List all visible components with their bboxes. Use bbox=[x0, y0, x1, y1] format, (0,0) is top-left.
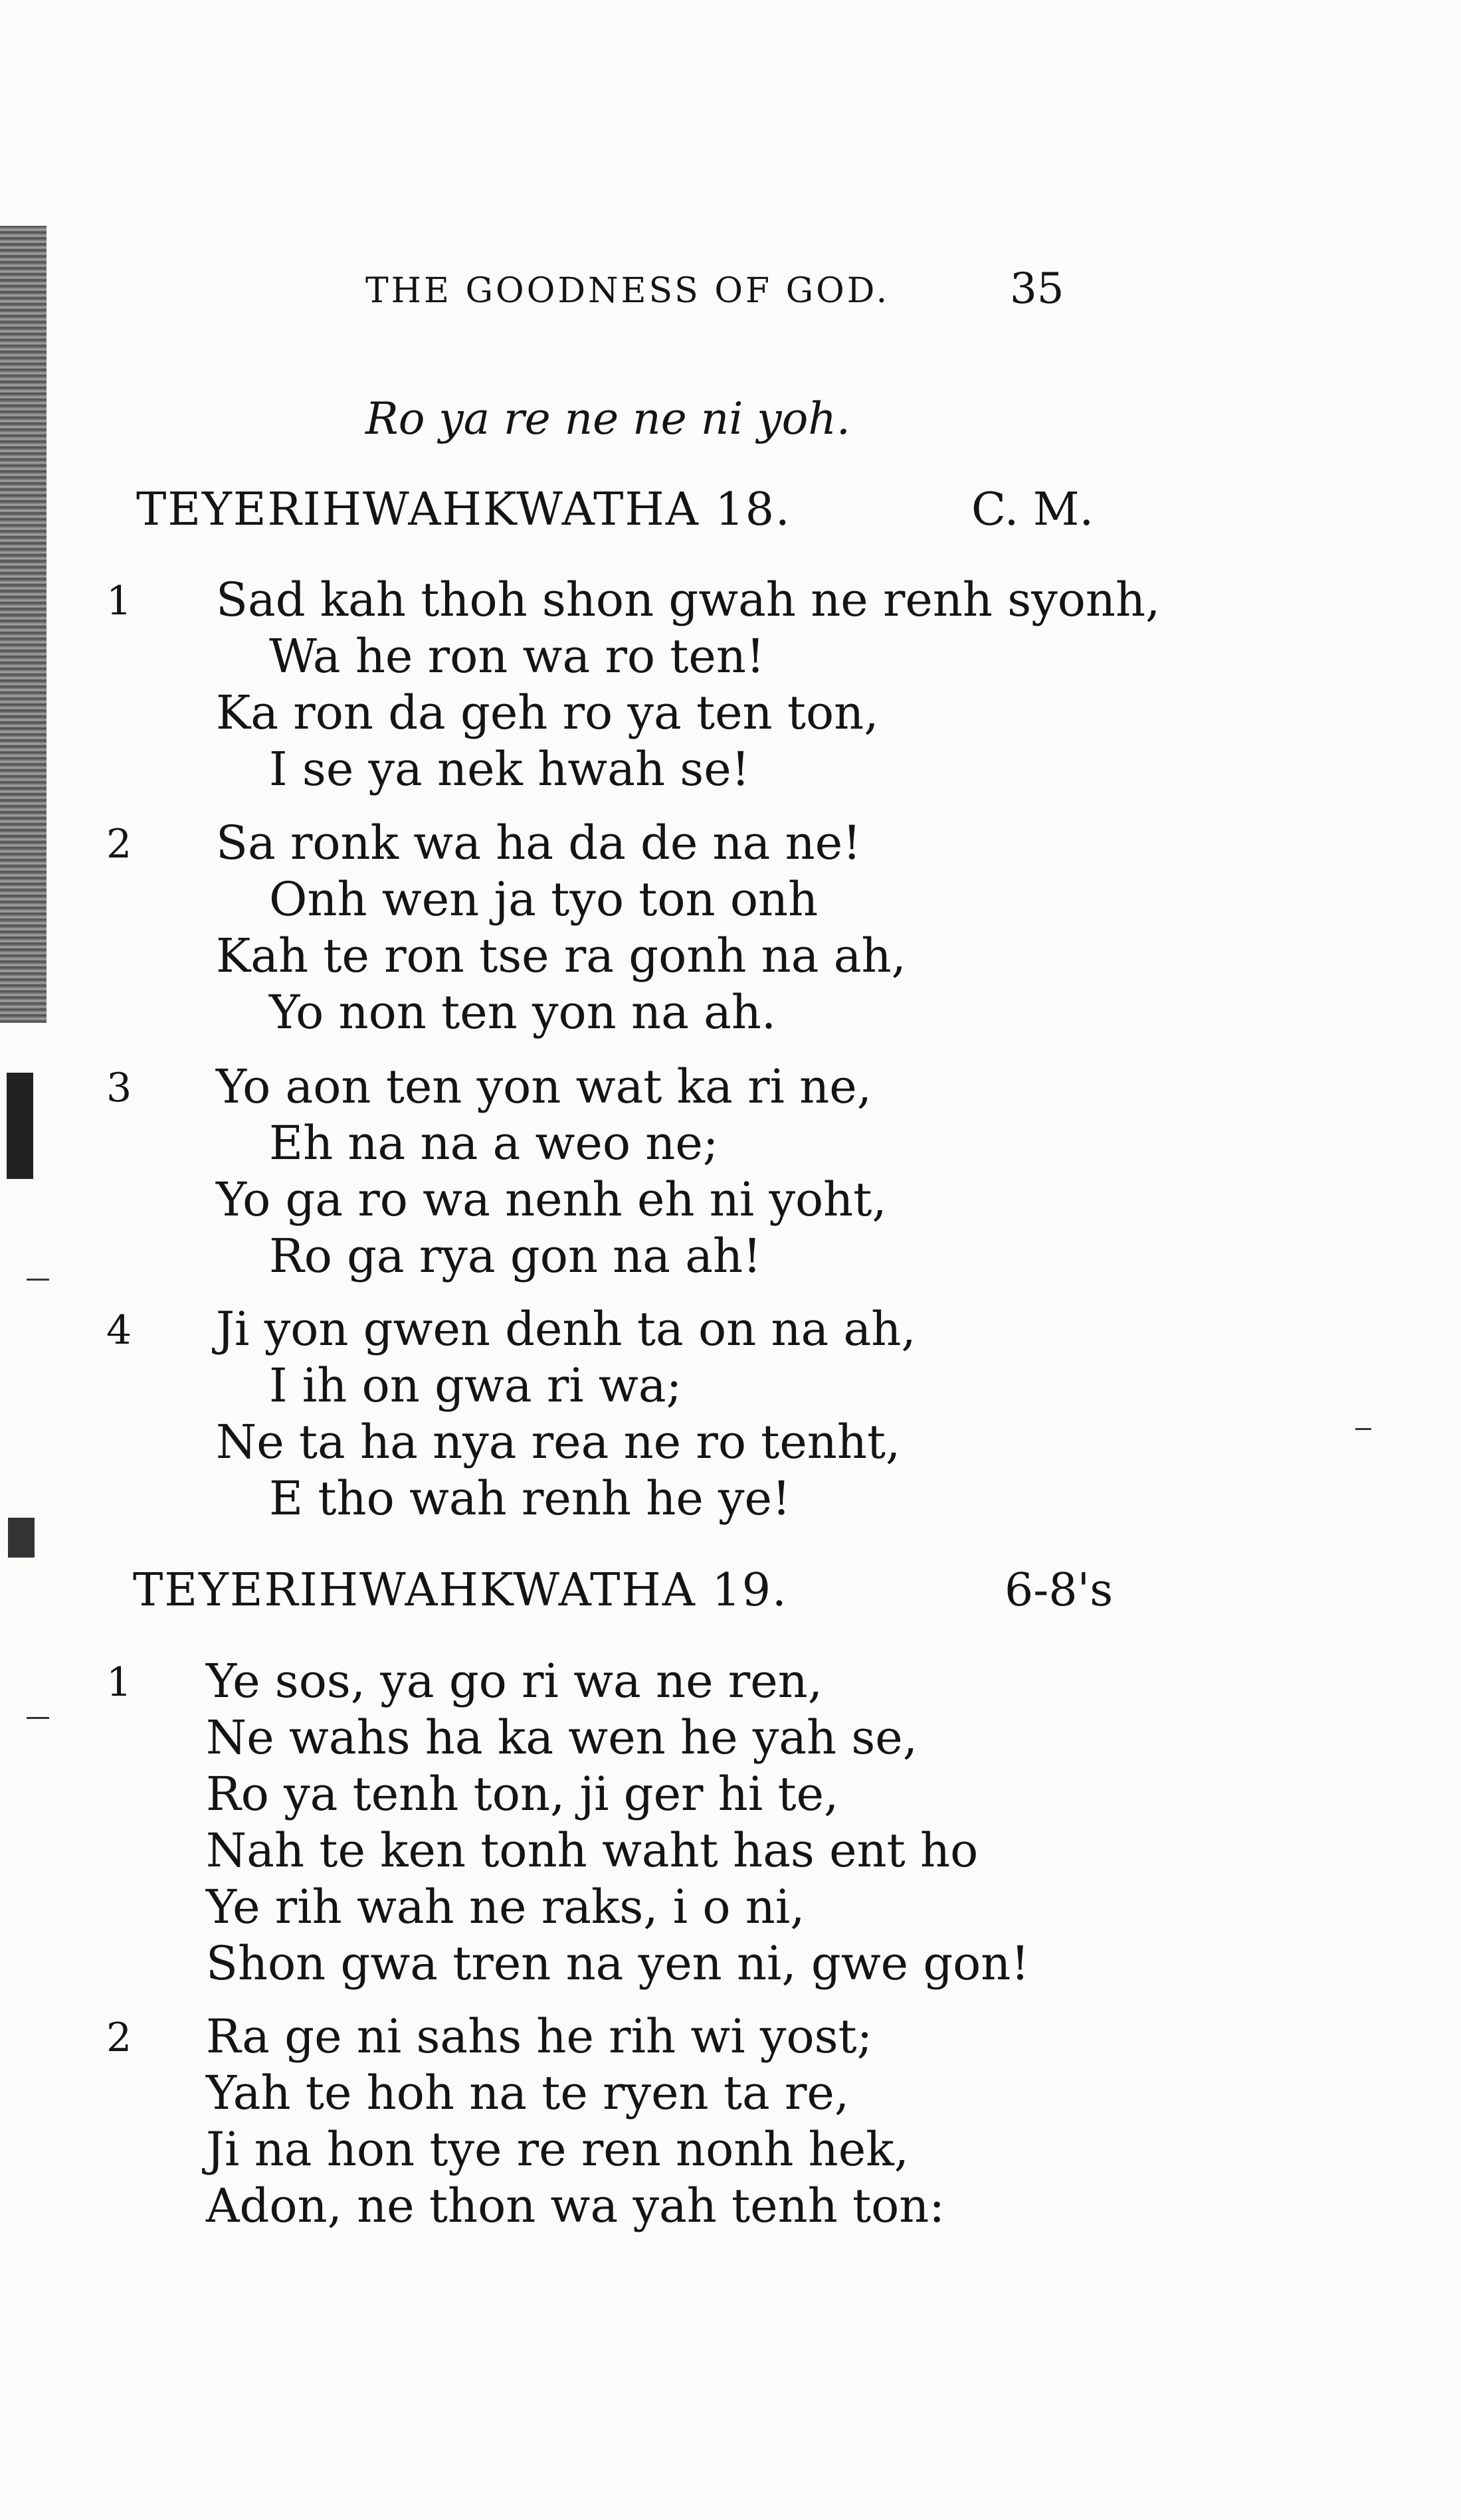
verse-line: Nah te ken tonh waht has ent ho bbox=[206, 1823, 979, 1878]
verse-line: I ih on gwa ri wa; bbox=[269, 1358, 682, 1413]
tune-name: Ro ya re ne ne ni yoh. bbox=[365, 393, 850, 444]
stanza-number: 1 bbox=[106, 578, 132, 624]
hymn-title: TEYERIHWAHKWATHA 18. bbox=[136, 484, 791, 536]
verse-line: Ro ya tenh ton, ji ger hi te, bbox=[206, 1767, 839, 1821]
verse-line: Adon, ne thon wa yah tenh ton: bbox=[206, 2179, 945, 2233]
binding-shadow-bottom bbox=[8, 1518, 35, 1558]
verse-line: Ne wahs ha ka wen he yah se, bbox=[206, 1710, 918, 1765]
verse-line: I se ya nek hwah se! bbox=[269, 742, 750, 796]
margin-mark bbox=[27, 1717, 49, 1719]
hymn-meter: 6-8's bbox=[1005, 1564, 1114, 1617]
verse-line: Eh na na a weo ne; bbox=[269, 1116, 719, 1170]
margin-mark bbox=[1355, 1428, 1371, 1430]
verse-line: Wa he ron wa ro ten! bbox=[269, 629, 765, 683]
verse-line: Yah te hoh na te ryen ta re, bbox=[206, 2066, 850, 2120]
stanza-number: 2 bbox=[106, 821, 132, 867]
binding-shadow-lower bbox=[7, 1073, 33, 1179]
stanza-number: 2 bbox=[106, 2015, 132, 2061]
verse-line: Onh wen ja tyo ton onh bbox=[269, 872, 819, 927]
verse-line: Sa ronk wa ha da de na ne! bbox=[216, 816, 862, 870]
hymn-title: TEYERIHWAHKWATHA 19. bbox=[133, 1564, 788, 1617]
hymn-meter: C. M. bbox=[971, 484, 1094, 536]
verse-line: Kah te ron tse ra gonh na ah, bbox=[216, 929, 906, 983]
verse-line: Ra ge ni sahs he rih wi yost; bbox=[206, 2009, 873, 2064]
margin-mark bbox=[27, 1279, 49, 1281]
verse-line: Ye sos, ya go ri wa ne ren, bbox=[206, 1654, 823, 1708]
verse-line: Ye rih wah ne raks, i o ni, bbox=[206, 1880, 805, 1934]
stanza-number: 4 bbox=[106, 1307, 132, 1354]
stanza-number: 1 bbox=[106, 1659, 132, 1706]
stanza-number: 3 bbox=[106, 1065, 132, 1111]
verse-line: Ka ron da geh ro ya ten ton, bbox=[216, 685, 879, 740]
verse-line: Yo aon ten yon wat ka ri ne, bbox=[216, 1059, 872, 1114]
verse-line: Yo non ten yon na ah. bbox=[269, 985, 777, 1039]
verse-line: Ne ta ha nya rea ne ro tenht, bbox=[216, 1415, 901, 1469]
verse-line: Shon gwa tren na yen ni, gwe gon! bbox=[206, 1936, 1030, 1991]
page-number: 35 bbox=[1010, 264, 1064, 314]
verse-line: E tho wah renh he ye! bbox=[269, 1471, 791, 1526]
running-head: THE GOODNESS OF GOD. bbox=[365, 271, 890, 311]
binding-shadow bbox=[0, 226, 47, 1023]
verse-line: Ji na hon tye re ren nonh hek, bbox=[206, 2122, 909, 2177]
verse-line: Ji yon gwen denh ta on na ah, bbox=[216, 1302, 916, 1356]
verse-line: Yo ga ro wa nenh eh ni yoht, bbox=[216, 1172, 887, 1227]
verse-line: Ro ga rya gon na ah! bbox=[269, 1229, 762, 1283]
verse-line: Sad kah thoh shon gwah ne renh syonh, bbox=[216, 573, 1161, 627]
